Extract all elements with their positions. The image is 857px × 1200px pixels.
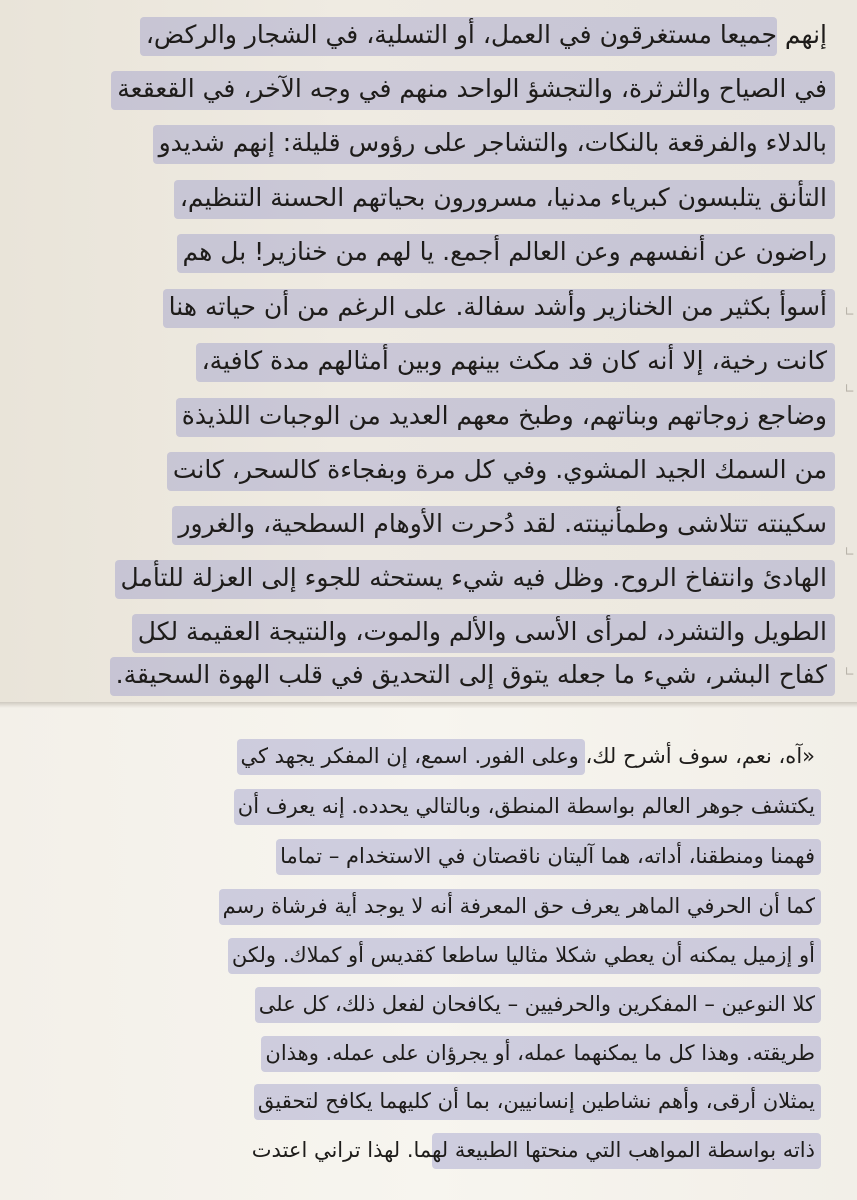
page-seam xyxy=(0,702,857,708)
line-text: من السمك الجيد المشوي. وفي كل مرة وبفجاءة كالسحر، كانت xyxy=(172,455,827,484)
line-text: فهمنا ومنطقنا، أداته، هما آليتان ناقصتان في الاستخدام – تماما xyxy=(280,844,815,868)
text-line xyxy=(116,652,827,698)
line-text: في الصياح والثرثرة، والتجشؤ الواحد منهم في وجه الآخر، في القعقعة xyxy=(117,74,827,103)
line-text: كما أن الحرفي الماهر يعرف حق المعرفة أنه لا يوجد أية فرشاة رسم xyxy=(222,894,815,918)
line-text: كلا النوعين – المفكرين والحرفيين – يكافحان لفعل ذلك، كل على xyxy=(258,992,815,1016)
line-text: طريقته. وهذا كل ما يمكنهما عمله، أو يجرؤان على عمله. وهذان xyxy=(265,1041,815,1065)
line-text: أو إزميل يمكنه أن يعطي شكلا مثاليا ساطعا كقديس أو كملاك. ولكن xyxy=(231,943,815,967)
line-text: الطويل والتشرد، لمرأى الأسى والألم والموت، والنتيجة العقيمة لكل xyxy=(137,617,827,646)
text-line xyxy=(265,1032,815,1074)
line-text: راضون عن أنفسهم وعن العالم أجمع. يا لهم من خنازير! بل هم xyxy=(182,237,827,266)
text-line xyxy=(117,66,827,112)
text-line xyxy=(241,735,816,777)
text-line xyxy=(121,555,827,601)
text-line xyxy=(182,393,827,439)
line-text: يكتشف جوهر العالم بواسطة المنطق، وبالتالي يحدده. إنه يعرف أن xyxy=(237,794,815,818)
text-line xyxy=(183,229,827,275)
text-line xyxy=(223,885,815,927)
line-text: الهادئ وانتفاخ الروح. وظل فيه شيء يستحثه للجوء إلى العزلة للتأمل xyxy=(120,563,827,592)
line-text: بالدلاء والفرقعة بالنكات، والتشاجر على رؤوس قليلة: إنهم شديدو xyxy=(158,128,827,157)
line-text: «آه، نعم، سوف أشرح لك، وعلى الفور. اسمع، إن المفكر يجهد كي xyxy=(240,744,815,768)
text-line xyxy=(259,983,815,1025)
line-text: ذاته بواسطة المواهب التي منحتها الطبيعة لهما. لهذا تراني اعتدت xyxy=(251,1138,815,1162)
text-line xyxy=(252,1129,815,1171)
text-line xyxy=(178,501,827,547)
text-line xyxy=(202,338,827,384)
text-line xyxy=(138,609,827,655)
bleed-through-mark: ∟ xyxy=(844,382,855,397)
line-text: كفاح البشر، شيء ما جعله يتوق إلى التحديق في قلب الهوة السحيقة. xyxy=(115,660,827,689)
bleed-through-mark: ∟ xyxy=(844,545,855,560)
line-text: التأنق يتلبسون كبرياء مدنيا، مسرورون بحياتهم الحسنة التنظيم، xyxy=(179,183,827,212)
line-text: أسوأ بكثير من الخنازير وأشد سفالة. على الرغم من أن حياته هنا xyxy=(168,292,827,321)
text-line xyxy=(146,12,827,58)
text-line xyxy=(159,120,827,166)
line-text: كانت رخية، إلا أنه كان قد مكث بينهم وبين أمثالهم مدة كافية، xyxy=(201,346,827,375)
bleed-through-mark: ∟ xyxy=(844,665,855,680)
text-line xyxy=(173,447,827,493)
line-text: وضاجع زوجاتهم وبناتهم، وطبخ معهم العديد من الوجبات اللذيذة xyxy=(181,401,827,430)
text-line xyxy=(258,1080,815,1122)
lower-book-page xyxy=(0,705,857,1200)
text-line xyxy=(169,284,827,330)
bleed-through-mark: ∟ xyxy=(844,305,855,320)
text-line xyxy=(238,785,815,827)
line-text: يمثلان أرقى، وأهم نشاطين إنسانيين، بما أن كليهما يكافح لتحقيق xyxy=(257,1089,815,1113)
text-line xyxy=(232,934,815,976)
line-text: سكينته تتلاشى وطمأنينته. لقد دُحرت الأوهام السطحية، والغرور xyxy=(178,509,827,538)
line-text: إنهم جميعا مستغرقون في العمل، أو التسلية، في الشجار والركض، xyxy=(145,20,827,49)
text-line xyxy=(280,835,815,877)
text-line xyxy=(180,175,827,221)
